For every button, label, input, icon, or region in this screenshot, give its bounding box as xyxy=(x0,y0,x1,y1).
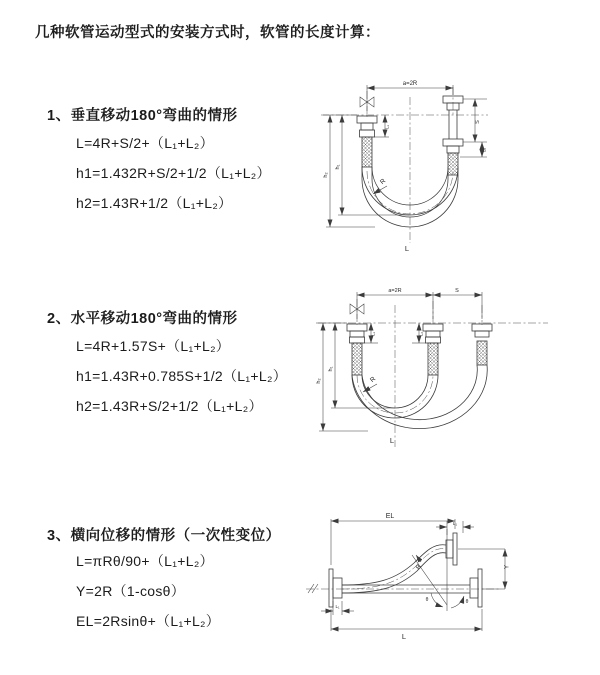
dimension-l2 xyxy=(412,323,426,343)
section-2-formula-L: L=4R+1.57S+（L₁+L₂） xyxy=(76,338,231,354)
section-2-formula-h2: h2=1.43R+S/2+1/2（L₁+L₂） xyxy=(76,398,263,414)
radius-callout xyxy=(373,177,387,194)
dim-label-y: Y xyxy=(504,564,511,570)
dim-label-h1: h₁ xyxy=(328,366,334,372)
section-2-heading: 2、水平移动180°弯曲的情形 xyxy=(47,311,238,327)
dim-label-h2: h₂ xyxy=(323,172,329,178)
dim-label-l1: L₁ xyxy=(384,124,390,130)
dim-label-radius: R xyxy=(415,563,423,571)
left-flange xyxy=(329,569,342,607)
dimension-h2 xyxy=(316,323,368,431)
dim-label-length: L xyxy=(401,632,407,641)
dimension-length xyxy=(331,609,482,641)
centerlines xyxy=(306,549,500,589)
dim-label-el: EL xyxy=(385,513,395,520)
upper-flange-displaced xyxy=(446,533,457,565)
section-1-formula-h1: h1=1.432R+S/2+1/2（L₁+L₂） xyxy=(76,165,271,181)
dim-label-theta-left: θ xyxy=(425,597,429,603)
hose-s-curve-displaced xyxy=(342,545,446,593)
dim-label-stroke: S xyxy=(455,288,459,294)
right-flange-original xyxy=(470,569,482,607)
hose-u-bends xyxy=(352,365,487,429)
dim-label-l2: L₂ xyxy=(481,147,487,153)
page-title: 几种软管运动型式的安装方式时，软管的长度计算： xyxy=(35,25,380,41)
dim-label-span: a=2R xyxy=(388,288,402,294)
diagram-vertical-180-bend xyxy=(313,71,575,257)
dim-label-l2: L₂ xyxy=(418,331,424,337)
diagram-lateral-displacement xyxy=(298,503,600,645)
dim-label-l1-top: L₁ xyxy=(452,521,458,526)
middle-hose-end-fitting xyxy=(423,324,443,375)
dim-label-span: a=2R xyxy=(402,81,418,87)
dimension-span-a2r xyxy=(367,81,453,111)
section-1-heading: 1、垂直移动180°弯曲的情形 xyxy=(47,108,238,124)
diagram-horizontal-180-bend xyxy=(308,281,600,463)
dimension-stroke-s xyxy=(460,99,487,157)
dim-label-h2: h₂ xyxy=(316,378,322,384)
break-mark xyxy=(308,584,318,593)
straight-pipe-original-position xyxy=(342,585,470,593)
section-1-formula-L: L=4R+S/2+（L₁+L₂） xyxy=(76,135,214,151)
section-3-formula-Y: Y=2R（1-cosθ） xyxy=(76,583,186,599)
dimension-l1-bottom xyxy=(321,601,354,615)
dim-label-length: L xyxy=(404,244,410,253)
dim-label-h1: h₁ xyxy=(335,164,341,170)
section-1-formula-h2: h2=1.43R+1/2（L₁+L₂） xyxy=(76,195,233,211)
dim-label-radius: R xyxy=(378,177,388,187)
dim-label-length: L xyxy=(389,436,395,445)
dimension-l1 xyxy=(364,323,378,343)
section-3-formula-L: L=πRθ/90+（L₁+L₂） xyxy=(76,553,214,569)
dimension-y xyxy=(458,549,511,589)
section-3-formula-EL: EL=2Rsinθ+（L₁+L₂） xyxy=(76,613,221,629)
right-hose-end-fitting xyxy=(472,324,492,365)
dim-label-l1-bottom: L₁ xyxy=(335,604,340,609)
dim-label-theta-right: θ xyxy=(465,599,469,605)
dim-label-stroke: S xyxy=(475,120,481,124)
left-hose-end-fitting xyxy=(347,324,367,375)
dimension-span-a2r xyxy=(357,288,482,319)
left-hose-end-fitting xyxy=(357,116,377,167)
dim-label-radius: R xyxy=(368,375,378,385)
centerlines xyxy=(321,87,488,243)
dim-label-l1: L₁ xyxy=(370,331,376,337)
section-3-heading: 3、横向位移的情形（一次性变位） xyxy=(47,528,281,544)
dimension-el xyxy=(331,513,455,565)
section-2-formula-h1: h1=1.43R+0.785S+1/2（L₁+L₂） xyxy=(76,368,287,384)
dimension-l1 xyxy=(374,115,390,137)
